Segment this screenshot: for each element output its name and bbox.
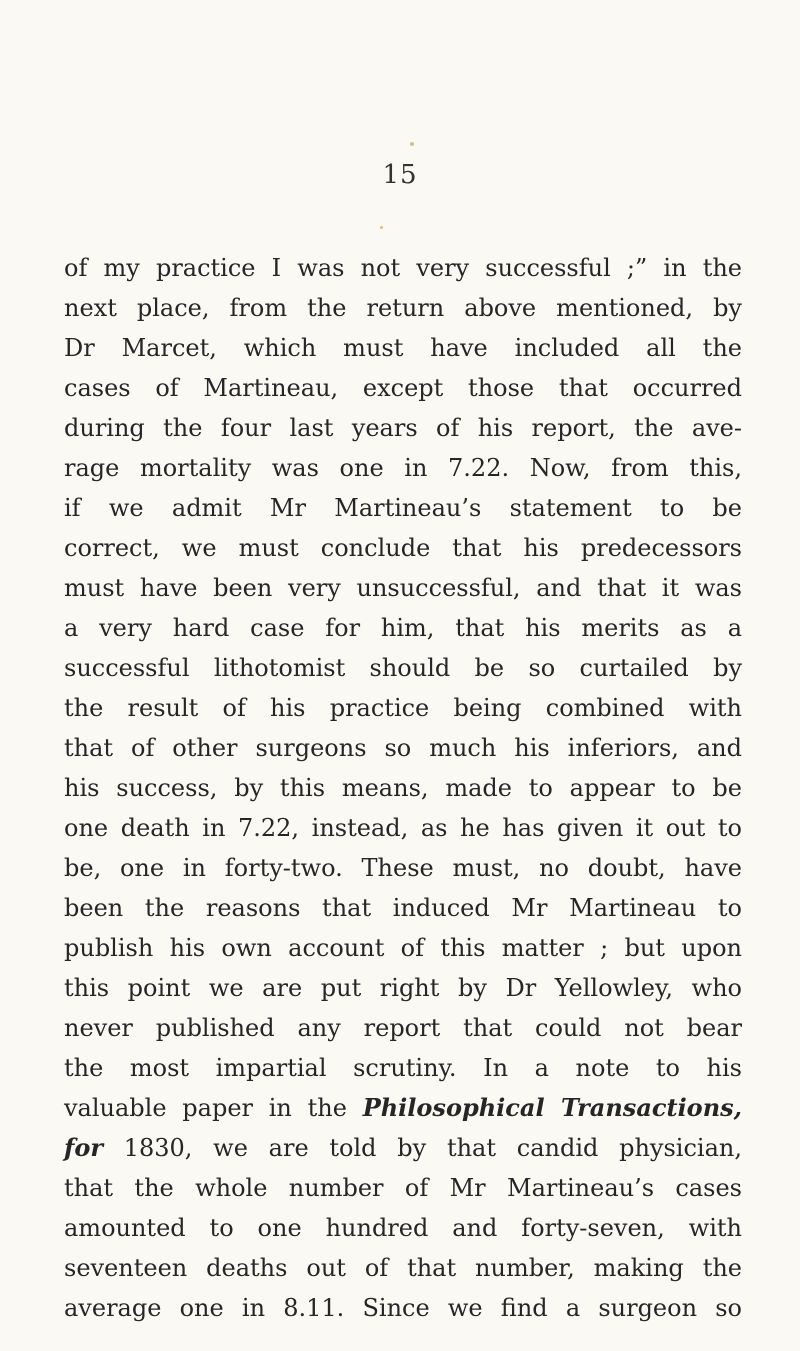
text-line: must have been very unsuccessful, and that it was — [64, 574, 742, 602]
paper-speck — [380, 226, 383, 229]
text-line: of my practice I was not very successful ;” in the — [64, 254, 742, 282]
text-line: amounted to one hundred and forty-seven, with — [64, 1214, 742, 1242]
text-line: the result of his practice being combined with — [64, 694, 742, 722]
text-segment: 1830, we are told by that candid physician, — [102, 1134, 742, 1162]
text-line: successful lithotomist should be so curtailed by — [64, 654, 742, 682]
text-line — [64, 1128, 742, 1168]
text-line: been the reasons that induced Mr Martineau to — [64, 894, 742, 922]
text-line: during the four last years of his report, the ave- — [64, 414, 742, 442]
text-line: be, one in forty-two. These must, no doubt, have — [64, 854, 742, 882]
text-line: seventeen deaths out of that number, making the — [64, 1254, 742, 1282]
text-line: average one in 8.11. Since we find a surgeon so — [64, 1294, 742, 1322]
text-line: that of other surgeons so much his inferiors, and — [64, 734, 742, 762]
text-line: that the whole number of Mr Martineau’s cases — [64, 1174, 742, 1202]
text-line: one death in 7.22, instead, as he has given it out to — [64, 814, 742, 842]
text-line: never published any report that could not bear — [64, 1014, 742, 1042]
text-line: correct, we must conclude that his predecessors — [64, 534, 742, 562]
text-line: this point we are put right by Dr Yellowley, who — [64, 974, 742, 1002]
italic-word: for — [64, 1133, 103, 1162]
text-line — [64, 1088, 742, 1128]
paper-speck — [410, 142, 414, 146]
text-line: Dr Marcet, which must have included all the — [64, 334, 742, 362]
text-line: a very hard case for him, that his merits as a — [64, 614, 742, 642]
italic-title: Philosophical Transactions, — [362, 1093, 743, 1122]
text-line: his success, by this means, made to appear to be — [64, 774, 742, 802]
text-line: if we admit Mr Martineau’s statement to be — [64, 494, 742, 522]
page-number: 15 — [382, 160, 418, 190]
text-line: next place, from the return above mentioned, by — [64, 294, 742, 322]
text-line: cases of Martineau, except those that occurred — [64, 374, 742, 402]
text-line: rage mortality was one in 7.22. Now, from this, — [64, 454, 742, 482]
text-segment: valuable paper in the — [64, 1094, 363, 1122]
text-line: publish his own account of this matter ; but upon — [64, 934, 742, 962]
body-text — [64, 248, 742, 1328]
text-line: the most impartial scrutiny. In a note to his — [64, 1054, 742, 1082]
